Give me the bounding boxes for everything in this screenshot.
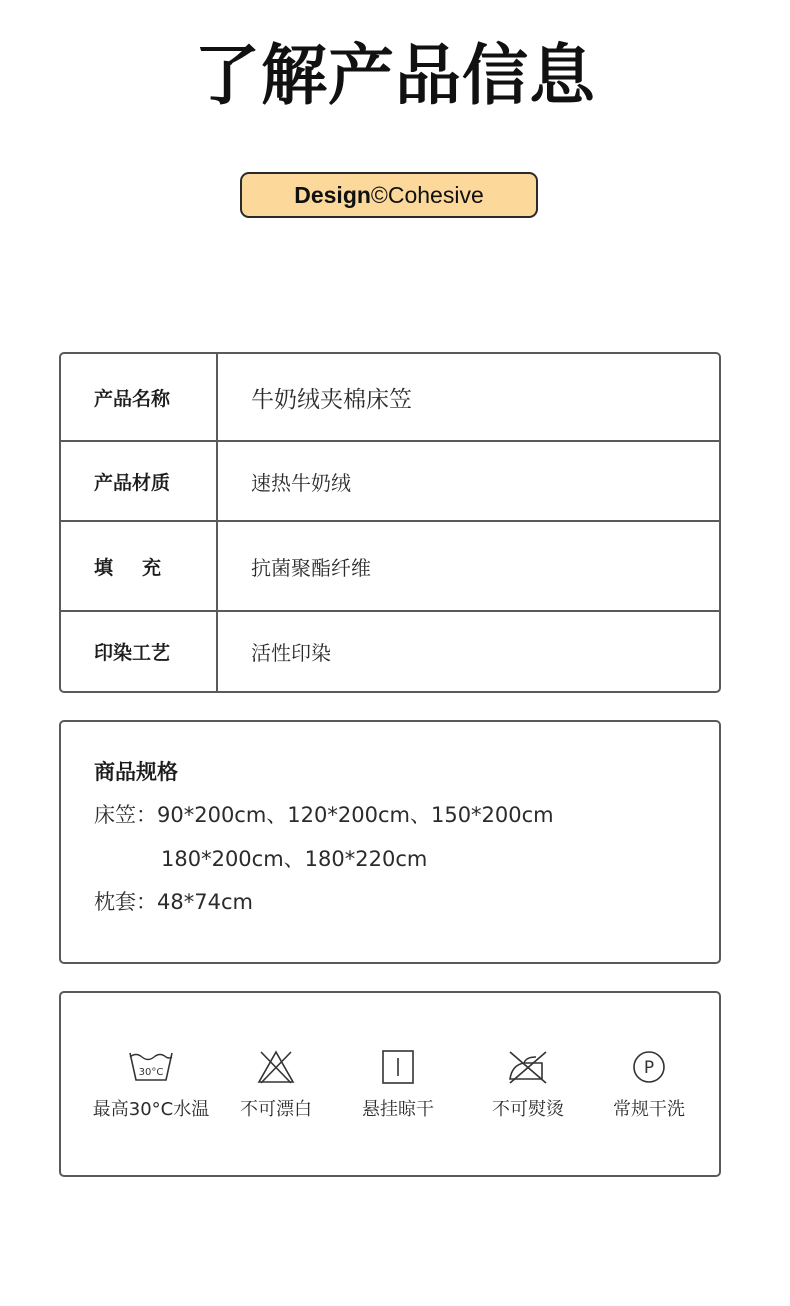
care-instructions-box bbox=[59, 991, 721, 1177]
info-value: 速热牛奶绒 bbox=[251, 470, 351, 495]
badge-rest-text: ©Cohesive bbox=[370, 181, 484, 208]
care-label: 不可漂白 bbox=[240, 1099, 312, 1120]
spec-line-fitted-sheet-cont: 180*200cm、180*220cm bbox=[161, 847, 428, 871]
info-row-material bbox=[61, 440, 719, 520]
line-dry-icon bbox=[374, 1049, 422, 1085]
wash-temp-text: 30°C bbox=[138, 1067, 164, 1078]
info-value: 抗菌聚酯纤维 bbox=[251, 555, 371, 580]
care-label: 不可熨烫 bbox=[492, 1099, 564, 1120]
care-item-iron bbox=[463, 1049, 593, 1121]
no-iron-icon bbox=[504, 1049, 552, 1085]
care-label: 悬挂晾干 bbox=[362, 1099, 434, 1120]
care-label: 最高30°C水温 bbox=[92, 1099, 210, 1120]
page-title: 了解产品信息 bbox=[194, 37, 596, 114]
care-item-dryclean bbox=[584, 1049, 714, 1121]
care-label: 常规干洗 bbox=[613, 1099, 685, 1120]
brand-badge bbox=[240, 172, 538, 218]
info-value: 活性印染 bbox=[251, 641, 331, 665]
care-item-dry bbox=[333, 1049, 463, 1121]
care-item-bleach bbox=[211, 1049, 341, 1121]
specifications-title: 商品规格 bbox=[94, 760, 178, 784]
info-row-dyeing bbox=[61, 610, 719, 691]
spec-line-pillowcase: 枕套：48*74cm bbox=[94, 890, 253, 914]
dry-clean-p-icon bbox=[625, 1049, 673, 1085]
info-label: 产品材质 bbox=[61, 442, 218, 520]
product-info-table bbox=[59, 352, 721, 693]
badge-bold-text: Design bbox=[294, 181, 371, 208]
info-value: 牛奶绒夹棉床笠 bbox=[251, 386, 412, 413]
info-row-name bbox=[61, 354, 719, 440]
info-label: 印染工艺 bbox=[61, 612, 218, 691]
specifications-box bbox=[59, 720, 721, 964]
info-label: 填充 bbox=[61, 522, 218, 610]
no-bleach-icon bbox=[252, 1049, 300, 1085]
dry-clean-letter: P bbox=[643, 1058, 655, 1078]
info-row-filling bbox=[61, 520, 719, 610]
spec-line-fitted-sheet: 床笠：90*200cm、120*200cm、150*200cm bbox=[94, 803, 554, 827]
info-label: 产品名称 bbox=[61, 354, 218, 440]
wash-30-icon bbox=[127, 1049, 175, 1085]
care-item-wash bbox=[86, 1049, 216, 1121]
